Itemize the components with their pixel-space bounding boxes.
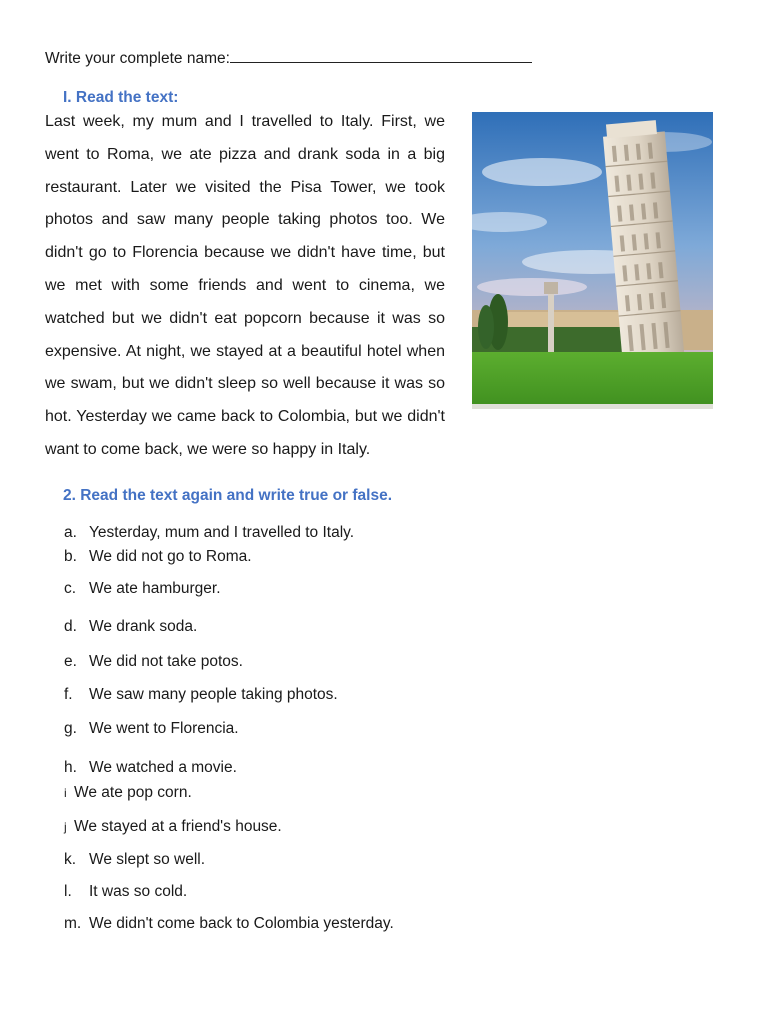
item-text: Yesterday, mum and I travelled to Italy.: [89, 524, 355, 541]
list-item: [64, 618, 197, 636]
item-label: i: [64, 786, 67, 800]
section-2-title: 2. Read the text again and write true or false.: [63, 487, 393, 504]
list-item: [64, 883, 187, 901]
item-text: We saw many people taking photos.: [89, 686, 338, 703]
item-text: We did not take potos.: [89, 653, 243, 670]
item-text: It was so cold.: [89, 883, 188, 900]
item-label: f.: [64, 686, 73, 703]
list-item: [64, 548, 252, 566]
item-text: We ate pop corn.: [74, 784, 192, 801]
item-label: c.: [64, 580, 77, 597]
list-item: [64, 524, 354, 542]
item-text: We didn't come back to Colombia yesterday.: [89, 915, 394, 932]
leaning-tower-of-pisa-photo-icon: [472, 112, 713, 409]
item-label: h.: [64, 759, 77, 776]
item-text: We ate hamburger.: [89, 580, 221, 597]
item-text: We stayed at a friend's house.: [74, 818, 282, 835]
item-label: d.: [64, 618, 77, 635]
name-prompt-row: [45, 48, 532, 68]
list-item: [64, 653, 243, 671]
list-item: [64, 818, 282, 836]
pisa-tower-photo: [472, 112, 713, 409]
item-label: k.: [64, 851, 77, 868]
item-text: We drank soda.: [89, 618, 198, 635]
item-label: e.: [64, 653, 77, 670]
item-text: We slept so well.: [89, 851, 206, 868]
list-item: [64, 784, 192, 802]
item-label: a.: [64, 524, 77, 541]
name-prompt-label: Write your complete name:: [45, 50, 230, 67]
list-item: [64, 759, 237, 777]
item-label: g.: [64, 720, 77, 737]
item-label: l.: [64, 883, 72, 900]
item-text: We did not go to Roma.: [89, 548, 252, 565]
list-item: [64, 915, 394, 933]
list-item: [64, 580, 221, 598]
list-item: [64, 851, 205, 869]
reading-passage: Last week, my mum and I travelled to Italy. First, we went to Roma, we ate pizza and drank soda in a big restaurant. Later we visited the Pisa Tower, we took photos and saw many people taking photos too. We didn't go to Florencia because we didn't have time, but we met with some friends and went to cinema, we watched but we didn't eat popcorn because it was so expensive. At night, we stayed at a beautiful hotel when we swam, but we didn't sleep so well because it was so hot. Yesterday we came back to Colombia, but we didn't want to come back, we were so happy in Italy.: [45, 113, 445, 458]
item-label: b.: [64, 548, 77, 565]
item-text: We watched a movie.: [89, 759, 237, 776]
list-item: [64, 686, 338, 704]
item-label: j: [64, 820, 67, 834]
item-label: m.: [64, 915, 82, 932]
name-blank-line[interactable]: [230, 48, 532, 63]
item-text: We went to Florencia.: [89, 720, 239, 737]
list-item: [64, 720, 239, 738]
section-1-title: I. Read the text:: [63, 89, 179, 106]
